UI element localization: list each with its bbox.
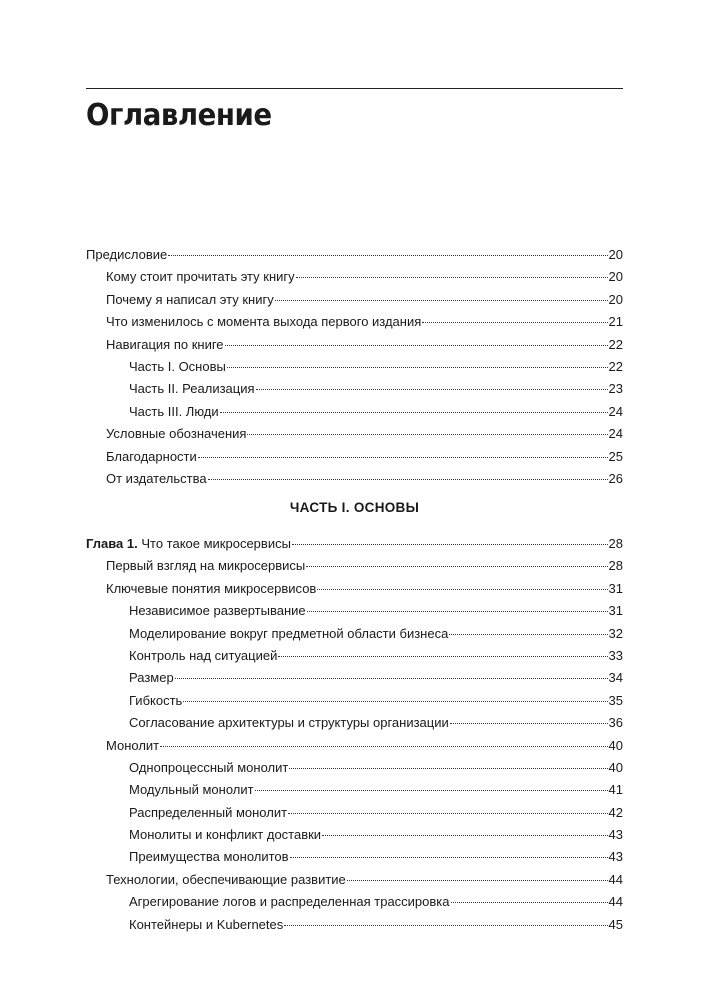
toc-entry[interactable] bbox=[86, 846, 623, 868]
toc-entry-page: 21 bbox=[608, 314, 623, 330]
dot-leader bbox=[296, 277, 608, 278]
toc-entry[interactable] bbox=[86, 423, 623, 445]
toc-entry-page: 36 bbox=[608, 715, 623, 731]
toc-entry-label bbox=[129, 378, 255, 400]
toc-entry-label bbox=[106, 289, 274, 311]
part-heading: ЧАСТЬ I. ОСНОВЫ bbox=[289, 500, 420, 515]
toc-entry-title: Навигация по книге bbox=[106, 336, 224, 352]
dot-leader bbox=[255, 790, 608, 791]
toc-entry-label bbox=[129, 623, 448, 645]
toc-entry[interactable] bbox=[86, 914, 623, 936]
toc-entry-label bbox=[129, 914, 283, 936]
toc-entry[interactable] bbox=[86, 311, 623, 333]
toc-entry-page: 28 bbox=[608, 558, 623, 574]
dot-leader bbox=[307, 611, 608, 612]
toc-entry-title: Часть II. Реализация bbox=[129, 381, 255, 397]
toc-entry-page: 33 bbox=[608, 647, 623, 663]
toc-entry[interactable] bbox=[86, 802, 623, 824]
toc-entry-title: Монолит bbox=[106, 737, 160, 753]
toc-entry-title: Часть I. Основы bbox=[129, 358, 226, 374]
dot-leader bbox=[292, 544, 608, 545]
toc-entry-label bbox=[129, 846, 289, 868]
toc-entry-title: Почему я написал эту книгу bbox=[106, 291, 274, 307]
dot-leader bbox=[451, 902, 608, 903]
toc-entry-page: 25 bbox=[608, 448, 623, 464]
toc-entry-label bbox=[86, 533, 291, 555]
toc-entry[interactable] bbox=[86, 757, 623, 779]
toc-entry-title: Благодарности bbox=[106, 448, 197, 464]
toc-entry-title: Независимое развертывание bbox=[129, 603, 306, 619]
dot-leader bbox=[288, 813, 607, 814]
toc-entry[interactable] bbox=[86, 266, 623, 288]
dot-leader bbox=[256, 389, 608, 390]
toc-entry[interactable] bbox=[86, 690, 623, 712]
toc-entry-page: 43 bbox=[608, 849, 623, 865]
toc-entry[interactable] bbox=[86, 334, 623, 356]
toc-entry-label bbox=[129, 645, 277, 667]
toc-entry[interactable] bbox=[86, 779, 623, 801]
toc-entry-page: 22 bbox=[608, 358, 623, 374]
toc-entry-label bbox=[106, 423, 246, 445]
toc-entry-label bbox=[129, 667, 174, 689]
toc-entry-label bbox=[106, 311, 421, 333]
toc-entry-page: 42 bbox=[608, 804, 623, 820]
toc-entry-page: 23 bbox=[608, 381, 623, 397]
toc-entry[interactable] bbox=[86, 244, 623, 266]
toc-entry-title: Контроль над ситуацией bbox=[129, 647, 278, 663]
toc-entry-title: Технологии, обеспечивающие развитие bbox=[106, 871, 346, 887]
toc-entry-page: 45 bbox=[608, 916, 623, 932]
chapter-prefix: Глава 1. bbox=[86, 536, 138, 551]
dot-leader bbox=[317, 589, 607, 590]
dot-leader bbox=[168, 255, 607, 256]
toc-entry-page: 20 bbox=[608, 291, 623, 307]
toc-entry-page: 41 bbox=[608, 782, 623, 798]
toc-entry-page: 35 bbox=[608, 692, 623, 708]
toc-entry-label bbox=[129, 712, 449, 734]
toc-entry-title: Агрегирование логов и распределенная трассировка bbox=[129, 894, 450, 910]
toc-entry[interactable] bbox=[86, 623, 623, 645]
toc-entry-page: 22 bbox=[608, 336, 623, 352]
toc-entry-page: 31 bbox=[608, 603, 623, 619]
toc-entry[interactable] bbox=[86, 533, 623, 555]
toc-entry-label bbox=[129, 356, 226, 378]
toc-entry[interactable] bbox=[86, 446, 623, 468]
toc-entry[interactable] bbox=[86, 378, 623, 400]
toc-entry-title: Кому стоит прочитать эту книгу bbox=[106, 269, 295, 285]
dot-leader bbox=[225, 345, 608, 346]
toc-entry[interactable] bbox=[86, 401, 623, 423]
toc-entry-title: Ключевые понятия микросервисов bbox=[106, 580, 317, 596]
toc-entry-label bbox=[106, 869, 346, 891]
toc-entry[interactable] bbox=[86, 555, 623, 577]
dot-leader bbox=[183, 701, 607, 702]
toc-entry-page: 44 bbox=[608, 871, 623, 887]
toc-entry-page: 24 bbox=[608, 426, 623, 442]
dot-leader bbox=[347, 880, 608, 881]
toc-entry-label bbox=[106, 266, 295, 288]
toc-entry-label bbox=[106, 555, 305, 577]
toc-entry-title: От издательства bbox=[106, 470, 207, 486]
toc-entry[interactable] bbox=[86, 600, 623, 622]
toc-entry[interactable] bbox=[86, 356, 623, 378]
toc-entry-label bbox=[129, 690, 182, 712]
toc-entry-label bbox=[129, 600, 306, 622]
toc-entry[interactable] bbox=[86, 824, 623, 846]
toc-entry-label bbox=[129, 757, 288, 779]
toc-entry[interactable] bbox=[86, 289, 623, 311]
toc-entry-title: Что изменилось с момента выхода первого издания bbox=[106, 314, 422, 330]
toc-entry[interactable] bbox=[86, 712, 623, 734]
toc-entry-page: 26 bbox=[608, 470, 623, 486]
toc-entry-label bbox=[129, 802, 287, 824]
dot-leader bbox=[227, 367, 608, 368]
dot-leader bbox=[322, 835, 607, 836]
toc-entry-page: 40 bbox=[608, 737, 623, 753]
dot-leader bbox=[278, 656, 607, 657]
dot-leader bbox=[422, 322, 607, 323]
toc-entry-label bbox=[106, 578, 316, 600]
toc-entry-title: Первый взгляд на микросервисы bbox=[106, 558, 306, 574]
toc-part-1 bbox=[86, 533, 623, 936]
toc-entry[interactable] bbox=[86, 735, 623, 757]
toc-prelims bbox=[86, 244, 623, 490]
toc-entry-page: 28 bbox=[608, 536, 623, 551]
toc-entry-label bbox=[106, 468, 207, 490]
dot-leader bbox=[289, 768, 607, 769]
toc-entry-title: Что такое микросервисы bbox=[141, 536, 291, 551]
toc-entry[interactable] bbox=[86, 891, 623, 913]
toc-entry-title: Условные обозначения bbox=[106, 426, 247, 442]
toc-entry[interactable] bbox=[86, 645, 623, 667]
dot-leader bbox=[247, 434, 607, 435]
toc-entry-title: Размер bbox=[129, 670, 174, 686]
toc-entry-label bbox=[106, 334, 224, 356]
toc-entry-title: Модульный монолит bbox=[129, 782, 254, 798]
toc-entry-page: 43 bbox=[608, 827, 623, 843]
dot-leader bbox=[449, 634, 607, 635]
toc-entry-page: 34 bbox=[608, 670, 623, 686]
dot-leader bbox=[198, 457, 608, 458]
toc-entry-title: Монолиты и конфликт доставки bbox=[129, 827, 322, 843]
toc-entry-label bbox=[86, 244, 167, 266]
dot-leader bbox=[220, 412, 608, 413]
dot-leader bbox=[450, 723, 608, 724]
toc-entry-page: 20 bbox=[608, 247, 623, 262]
dot-leader bbox=[160, 746, 607, 747]
dot-leader bbox=[290, 857, 608, 858]
dot-leader bbox=[275, 300, 608, 301]
toc-entry-page: 32 bbox=[608, 625, 623, 641]
toc-entry-page: 31 bbox=[608, 580, 623, 596]
top-rule bbox=[86, 88, 623, 89]
toc-entry-label bbox=[129, 779, 254, 801]
toc-entry-label bbox=[129, 824, 321, 846]
dot-leader bbox=[284, 925, 607, 926]
toc-entry-title: Распределенный монолит bbox=[129, 804, 288, 820]
toc-entry-page: 24 bbox=[608, 403, 623, 419]
toc-entry[interactable] bbox=[86, 578, 623, 600]
toc-entry-page: 40 bbox=[608, 759, 623, 775]
toc-entry[interactable] bbox=[86, 869, 623, 891]
toc-entry-title: Контейнеры и Kubernetes bbox=[129, 916, 284, 932]
dot-leader bbox=[306, 566, 607, 567]
dot-leader bbox=[175, 678, 608, 679]
toc-entry-title: Гибкость bbox=[129, 692, 183, 708]
toc-entry[interactable] bbox=[86, 468, 623, 490]
toc-entry-title: Согласование архитектуры и структуры организации bbox=[129, 715, 449, 731]
dot-leader bbox=[208, 479, 608, 480]
toc-entry-title: Моделирование вокруг предметной области бизнеса bbox=[129, 625, 449, 641]
page-title: Оглавление bbox=[86, 98, 272, 133]
toc-entry-label bbox=[106, 446, 197, 468]
toc-entry-label bbox=[129, 891, 450, 913]
toc-entry-title: Однопроцессный монолит bbox=[129, 759, 289, 775]
toc-entry-label bbox=[129, 401, 219, 423]
toc-entry-title: Часть III. Люди bbox=[129, 403, 219, 419]
toc-entry-page: 20 bbox=[608, 269, 623, 285]
toc-entry-label bbox=[106, 735, 159, 757]
toc-entry-title: Предисловие bbox=[86, 247, 168, 262]
toc-entry[interactable] bbox=[86, 667, 623, 689]
toc-entry-page: 44 bbox=[608, 894, 623, 910]
toc-entry-title: Преимущества монолитов bbox=[129, 849, 289, 865]
